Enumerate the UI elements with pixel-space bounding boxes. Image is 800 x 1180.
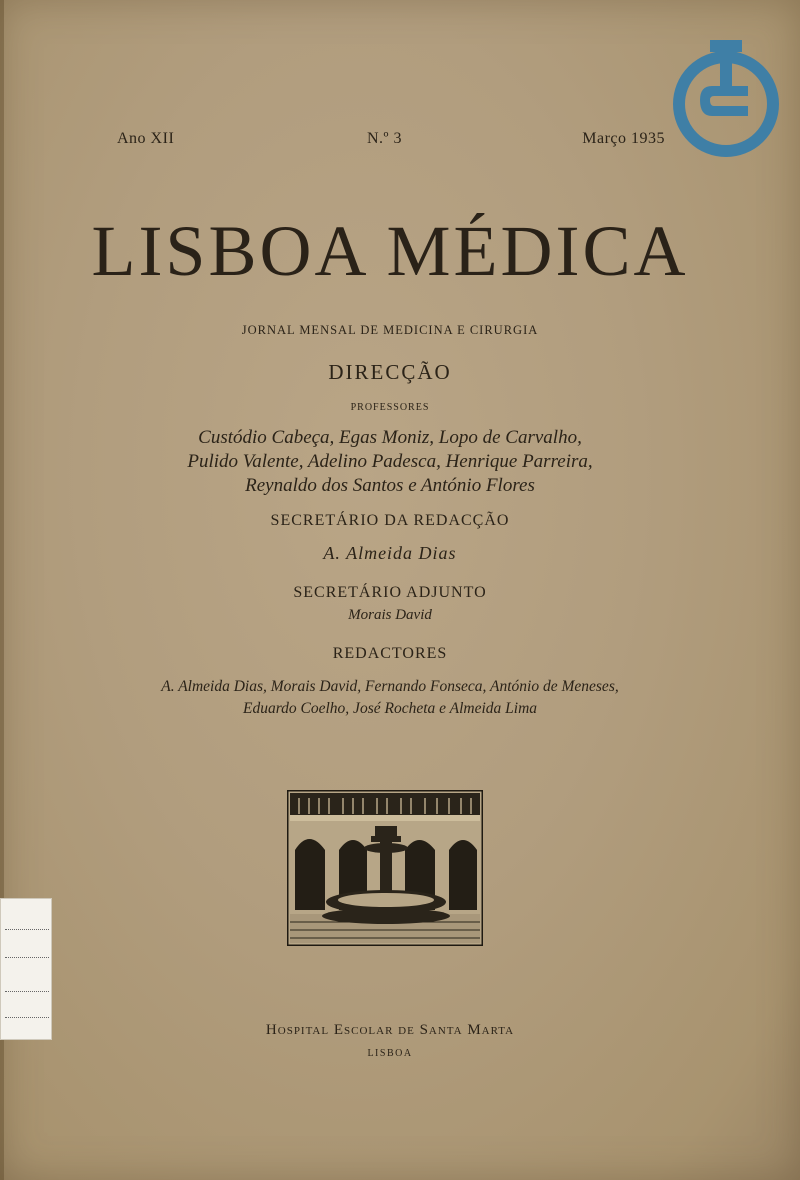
library-label-sticker: [0, 898, 52, 1040]
publisher-city: LISBOA: [367, 1048, 413, 1059]
sticker-line: [5, 957, 49, 958]
issue-date: Março 1935: [582, 130, 665, 147]
professors-list: [0, 426, 780, 498]
journal-subtitle: JORNAL MENSAL DE MEDICINA E CIRURGIA: [241, 323, 539, 337]
professors-line: Pulido Valente, Adelino Padesca, Henrique Parreira,: [187, 451, 593, 472]
editorial-secretary-label: SECRETÁRIO DA REDACÇÃO: [270, 512, 510, 529]
issue-year: Ano XII: [117, 130, 175, 147]
sticker-line: [5, 929, 49, 930]
direction-heading: DIRECÇÃO: [328, 360, 452, 384]
editors-list: [0, 676, 780, 720]
cloister-engraving: [287, 790, 483, 946]
editorial-secretary-name: A. Almeida Dias: [323, 543, 457, 563]
header-row: [117, 130, 665, 154]
publisher-hospital: Hospital Escolar de Santa Marta: [265, 1022, 515, 1038]
sticker-line: [5, 1017, 49, 1018]
library-stamp-icon: [670, 38, 782, 164]
sticker-line: [5, 991, 49, 992]
professors-label: PROFESSORES: [350, 402, 430, 413]
assistant-secretary-name: Morais David: [348, 607, 432, 623]
journal-title: LISBOA MÉDICA: [91, 211, 689, 291]
editors-line: Eduardo Coelho, José Rocheta e Almeida Lima: [242, 700, 538, 717]
assistant-secretary-label: SECRETÁRIO ADJUNTO: [293, 584, 487, 601]
professors-line: Reynaldo dos Santos e António Flores: [245, 475, 535, 496]
issue-number: N.º 3: [367, 130, 403, 147]
editors-label: REDACTORES: [332, 645, 448, 662]
editors-line: A. Almeida Dias, Morais David, Fernando Fonseca, António de Meneses,: [161, 678, 619, 695]
professors-line: Custódio Cabeça, Egas Moniz, Lopo de Carvalho,: [198, 427, 582, 448]
